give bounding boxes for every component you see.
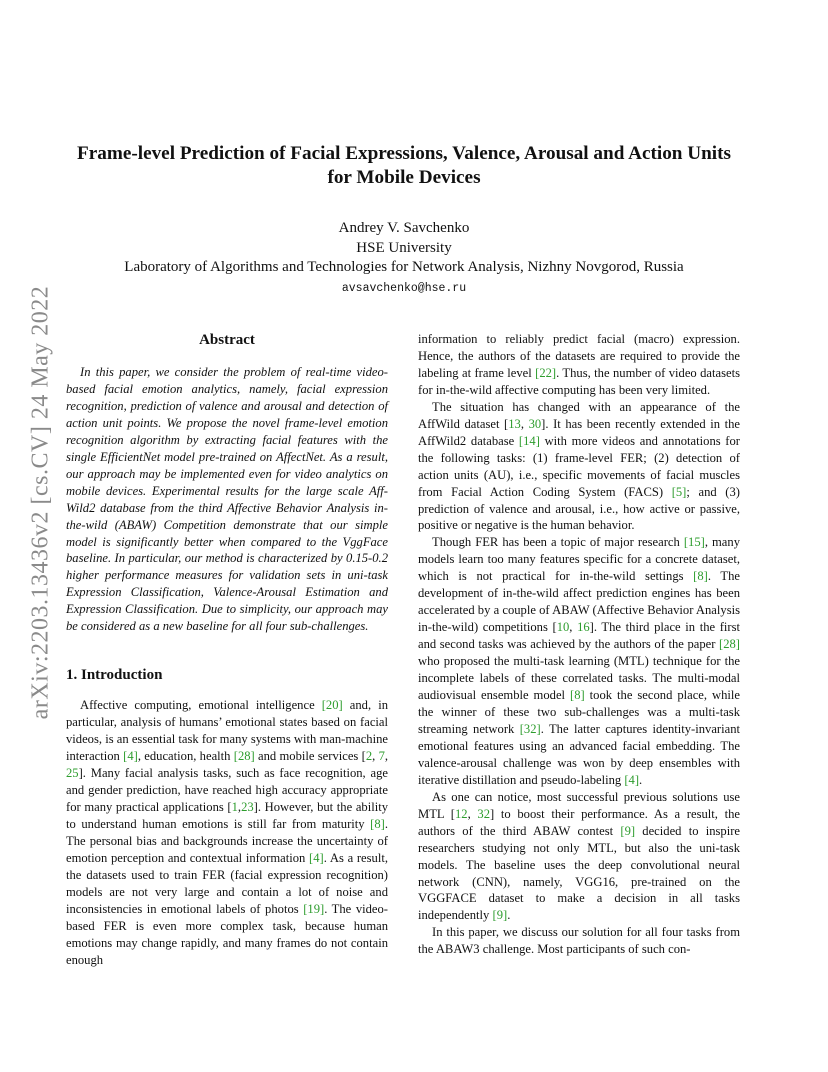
citation-link[interactable]: [4] bbox=[123, 749, 138, 764]
intro-paragraph-1 bbox=[66, 697, 388, 968]
paragraph-text: , education, health bbox=[137, 749, 234, 764]
paragraph-text: . bbox=[639, 772, 643, 787]
intro-paragraph-2 bbox=[418, 399, 740, 535]
paragraph-text: . As a result, the datasets used to train FER (facial expression recognition) models are not very large and contain a lot of noise and inconsistencies in emotional labels of photos bbox=[66, 850, 388, 916]
paragraph-text: Though FER has been a topic of major research bbox=[432, 535, 684, 550]
paragraph-text: . The latter captures identity-invariant emotional features using an advanced facial embedding. The valence-arousal challenge was won by deep ensembles with iterative distillation and pseudo-labeling bbox=[418, 721, 740, 787]
citation-link[interactable]: [9] bbox=[492, 908, 508, 923]
right-column bbox=[418, 331, 740, 958]
citation-link[interactable]: 7 bbox=[378, 749, 385, 764]
author-email: avsavchenko@hse.ru bbox=[341, 281, 467, 295]
citation-link[interactable]: 2 bbox=[365, 749, 373, 764]
paragraph-text: , many models learn too many features specific for a concrete dataset, which is not practical for in-the-wild settings bbox=[418, 535, 740, 584]
citation-link[interactable]: [4] bbox=[309, 850, 324, 865]
paragraph-text: , bbox=[569, 620, 578, 635]
citation-link[interactable]: [28] bbox=[719, 637, 740, 652]
author-block bbox=[66, 219, 742, 298]
paragraph-text: . Thus, the number of video datasets for in-the-wild affective computing has been very limited. bbox=[418, 365, 740, 397]
citation-link[interactable]: 23 bbox=[241, 799, 254, 814]
paragraph-text: ]. However, but the ability to understand human emotions is still far from maturity bbox=[66, 799, 388, 831]
paragraph-text: , bbox=[237, 799, 242, 814]
paper-title: Frame-level Prediction of Facial Expressions, Valence, Arousal and Action Units for Mobile Devices bbox=[77, 143, 731, 188]
paragraph-text: The situation has changed with an appearance of the AffWild dataset [ bbox=[418, 399, 740, 431]
paragraph-text: , bbox=[384, 749, 389, 764]
intro-paragraph-4 bbox=[418, 789, 740, 925]
citation-link[interactable]: [4] bbox=[624, 772, 640, 787]
citation-link[interactable]: 10 bbox=[556, 620, 570, 635]
citation-link[interactable]: 1 bbox=[231, 799, 238, 814]
citation-link[interactable]: 25 bbox=[66, 766, 79, 781]
citation-link[interactable]: [28] bbox=[233, 749, 255, 764]
paragraph-text: . The personal bias and backgrounds increase the uncertainty of emotion perception and contextual information bbox=[66, 816, 388, 865]
paragraph-text: Affective computing, emotional intelligence bbox=[80, 698, 322, 713]
paragraph-text: ]. Many facial analysis tasks, such as face recognition, age and gender prediction, have reached high accuracy appropriate for many practical applications [ bbox=[66, 766, 388, 814]
paragraph-text: and, in particular, analysis of humans’ emotional states based on facial videos, is an essential task for many systems with man-machine interaction bbox=[66, 698, 388, 764]
paragraph-text: In this paper, we discuss our solution for all four tasks from the ABAW3 challenge. Most participants of such con- bbox=[418, 925, 740, 957]
paragraph-text: took the second place, while the winner of these two sub-challenges was a multi-task streaming network bbox=[418, 688, 740, 736]
citation-link[interactable]: [32] bbox=[519, 721, 541, 736]
paragraph-text: who proposed the multi-task learning (MTL) technique for the incomplete labels of these correlated tasks. The multi-modal audiovisual ensemble model bbox=[418, 654, 740, 703]
citation-link[interactable]: [22] bbox=[535, 365, 557, 380]
citation-link[interactable]: 16 bbox=[577, 620, 590, 635]
paragraph-text: information to reliably predict facial (macro) expression. Hence, the authors of the datasets are required to provide the labeling at frame level bbox=[418, 332, 740, 380]
citation-link[interactable]: 13 bbox=[508, 416, 521, 431]
paragraph-text: , bbox=[372, 749, 379, 764]
paragraph-text: decided to inspire researchers studying not only MTL, but also the uni-task models. The baseline uses the deep convolutional neural network (CNN), namely, VGG16, pre-trained on the VGGFACE dataset to make a decision in all tasks independently bbox=[418, 823, 740, 923]
citation-link[interactable]: [14] bbox=[518, 433, 540, 448]
citation-link[interactable]: [20] bbox=[321, 698, 343, 713]
paragraph-text: ]. The third place in the first and second tasks was achieved by the authors of the paper bbox=[418, 620, 741, 652]
paragraph-text: ] to boost their performance. As a result, the authors of the third ABAW contest bbox=[418, 806, 740, 838]
citation-link[interactable]: [15] bbox=[683, 535, 705, 550]
abstract-text: In this paper, we consider the problem of real-time video-based facial emotion analytics, namely, facial expression recognition, prediction of valence and arousal and detection of action unit points. We propose the novel frame-level emotion recognition algorithm by extracting facial features with the single EfficientNet model pre-trained on AffectNet. As a result, our approach may be implemented even for video analytics on mobile devices. Experimental results for the large scale Aff-Wild2 database from the third Affective Behavior Analysis in-the-wild (ABAW) Competition demonstrate that our simple model is significantly better when compared to the VggFace baseline. In particular, our method is characterized by 0.15-0.2 higher performance measures for validation sets in uni-task Expression Classification, Valence-Arousal Estimation and Expression Classification. Due to simplicity, our approach may be considered as a new baseline for all four sub-challenges. bbox=[66, 365, 388, 634]
paragraph-text: . The development of in-the-wild affect prediction engines has been accelerated by a couple of ABAW (Affective Behavior Analysis in-the-wild) competitions [ bbox=[418, 569, 740, 635]
paragraph-text: . bbox=[507, 908, 511, 923]
paragraph-text: , bbox=[467, 806, 478, 821]
left-column bbox=[66, 331, 388, 969]
citation-link[interactable]: 30 bbox=[528, 416, 542, 431]
intro-paragraph-1-continued bbox=[418, 331, 740, 399]
paragraph-text: and mobile services [ bbox=[254, 749, 366, 764]
paragraph-text: with more videos and annotations for the following tasks: (1) frame-level FER; (2) detection of action units (AU), i.e., specific movements of facial muscles from Facial Action Coding System (FACS) bbox=[418, 433, 740, 499]
paragraph-text: ]. It has been recently extended in the AffWild2 database bbox=[418, 416, 741, 448]
citation-link[interactable]: [8] bbox=[693, 569, 708, 584]
author-name: Andrey V. Savchenko bbox=[338, 220, 470, 236]
paragraph-text: As one can notice, most successful previous solutions use MTL [ bbox=[418, 789, 740, 821]
citation-link[interactable]: [19] bbox=[303, 901, 325, 916]
arxiv-identifier-text: arXiv:2203.13436v2 [cs.CV] 24 May 2022 bbox=[27, 285, 54, 720]
citation-link[interactable]: [8] bbox=[570, 688, 585, 703]
citation-link[interactable]: 12 bbox=[455, 806, 468, 821]
paragraph-text: ; and (3) prediction of valence and arousal, i.e., how active or passive, positive or negative is the human behavior. bbox=[418, 484, 740, 533]
intro-paragraph-3 bbox=[418, 534, 740, 788]
citation-link[interactable]: [9] bbox=[620, 823, 636, 838]
affiliation-university: HSE University bbox=[356, 239, 452, 256]
affiliation-laboratory: Laboratory of Algorithms and Technologies for Network Analysis, Nizhny Novgorod, Russia bbox=[124, 259, 684, 275]
paragraph-text: , bbox=[520, 416, 529, 431]
citation-link[interactable]: 32 bbox=[477, 806, 491, 821]
citation-link[interactable]: [5] bbox=[671, 484, 687, 499]
arxiv-identifier bbox=[26, 275, 56, 730]
paragraph-text: . The video-based FER is even more complex task, because human emotions may change rapidly, and many frames do not contain enough bbox=[66, 901, 388, 967]
citation-link[interactable]: [8] bbox=[370, 816, 385, 831]
section-heading-introduction: 1. Introduction bbox=[66, 667, 163, 684]
abstract-heading: Abstract bbox=[199, 332, 255, 348]
intro-paragraph-5 bbox=[418, 924, 740, 958]
